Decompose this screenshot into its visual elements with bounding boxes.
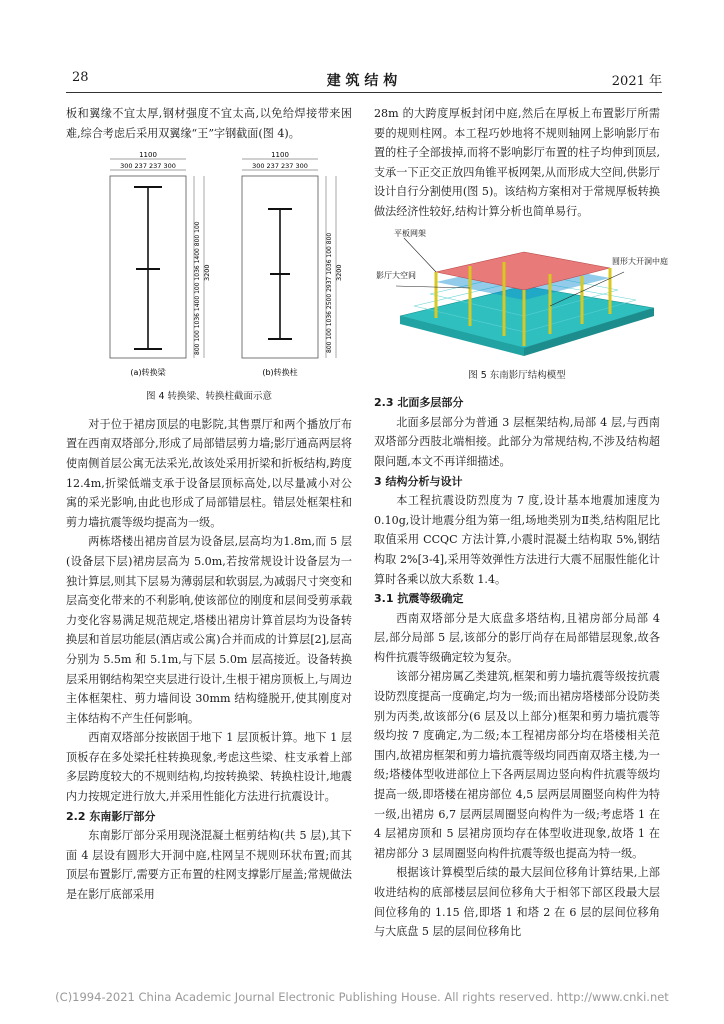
section-heading-3: 3 结构分析与设计 bbox=[374, 474, 463, 488]
section-transfer-column bbox=[242, 159, 336, 358]
section-transfer-beam bbox=[110, 159, 204, 358]
paragraph: 28m 的大跨度厚板封闭中庭,然后在厚板上布置影厅所需要的规则柱网。本工程巧妙地将不规则轴网上影响影厅布置的柱子全部拔掉,而将不影响影厅布置的柱子均伸到顶层,支承一下正交正放四角锥平板网架,从而形成大空间,供影厅设计自行分割使用(图 5)。该结构方案相对于常规厚板转换做法经济性较好,结构计算分析也简单易行。 bbox=[374, 107, 660, 218]
paragraph: 东南影厅部分采用现浇混凝土框剪结构(共 5 层),其下面 4 层设有圆形大开洞中庭,柱网呈不规则环状布置;而其顶层布置影厅,需要方正布置的柱网支撑影厅屋盖;常规做法是在影厅底部采用 bbox=[66, 829, 352, 902]
page-number: 28 bbox=[72, 70, 89, 85]
figure-5 bbox=[374, 228, 668, 364]
paragraph: 该部分裙房属乙类建筑,框架和剪力墙抗震等级按抗震设防烈度提高一度确定,均为一级;而出裙房塔楼部分设防类别为丙类,故该部分(6 层及以上部分)框架和剪力墙抗震等级均按 7 度确定,为二级;本工程裙房部分均在塔楼相关范围内,故裙房框架和剪力墙抗震等级均同西南双塔主楼,为一级;塔楼体型收进部位上下各两层周边竖向构件抗震等级均提高一级,即塔楼在裙房部位 4,5 层两层周圈竖向构件为特一级,出裙房 6,7 层两层周圈竖向构件为一级;考虑塔 1 在 4 层裙房顶和 5 层裙房顶均存在体型收进现象,故塔 1 在裙房部分 3 层周圈竖向构件抗震等级也提高为特一级。 bbox=[374, 670, 660, 860]
paragraph: 本工程抗震设防烈度为 7 度,设计基本地震加速度为 0.10g,设计地震分组为第一组,场地类别为Ⅱ类,结构阻尼比取值采用 CCQC 方法计算,小震时混凝土结构取 5%,钢结构取 2%[3-4],采用等效弹性方法进行大震不屈服性能化计算时各乘以放大系数 1.4。 bbox=[374, 494, 660, 586]
left-column bbox=[66, 104, 352, 905]
figure-4a-label: (a)转换梁 bbox=[130, 368, 166, 378]
dim-height-a: 800 100 1036 1400 100 1036 1400 800 100 bbox=[194, 221, 201, 356]
copyright-footer: (C)1994-2021 China Academic Journal Electronic Publishing House. All rights reserved. http://www.cnki.net bbox=[55, 990, 669, 1004]
figure-5-model bbox=[374, 228, 668, 364]
dim-height-b: 800 100 1036 2500 2937 1036 100 800 bbox=[326, 232, 333, 354]
dim-width-a: 1100 bbox=[139, 151, 157, 160]
paragraph: 对于位于裙房顶层的电影院,其售票厅和两个播放厅布置在西南双塔部分,形成了局部错层剪力墙;影厅通高两层将使南侧首层公寓无法采光,故该处采用折梁和折板结构,跨度 12.4m,折梁低端支承于设备层顶标高处,以尽量减小对公寓的采光影响,由此也形成了局部错层柱。错层处框架柱和剪力墙抗震等级均提高为一级。 bbox=[66, 417, 352, 529]
section-heading-3-1: 3.1 抗震等级确定 bbox=[374, 592, 464, 606]
dim-total-a: 3200 bbox=[203, 264, 211, 282]
journal-title: 建 筑 结 构 bbox=[326, 73, 398, 89]
dim-flange-a: 300 237 237 300 bbox=[120, 162, 176, 171]
figure-4-caption: 图 4 转换梁、转换柱截面示意 bbox=[145, 391, 273, 403]
figure-5-caption: 图 5 东南影厅结构模型 bbox=[468, 369, 566, 381]
dim-flange-b: 300 237 237 300 bbox=[252, 162, 308, 171]
label-cinema-space: 影厅大空间 bbox=[376, 270, 416, 280]
paragraph: 两栋塔楼出裙房首层为设备层,层高均为1.8m,而 5 层(设备层下层)裙房层高为 5.0m,若按常规设计设备层为一独计算层,则其下层易为薄弱层和软弱层,为减弱尺寸突变和层高变化带来的不利影响,使该部位的刚度和层间受剪承载力变化容易满足规范规定,塔楼出裙房计算首层均为设备转换层和首层功能层(酒店或公寓)合并而成的计算层[2],层高分别为 5.5m 和 5.1m,与下层 5.0m 层高接近。设备转换层采用钢结构架空夹层进行设计,生根于裙房顶板上,与周边主体框架柱、剪力墙间设 30mm 结构缝脱开,使其刚度对主体结构不产生任何影响。 bbox=[66, 535, 352, 725]
paragraph: 板和翼缘不宜太厚,钢材强度不宜太高,以免给焊接带来困难,综合考虑后采用双翼缘“王”字钢截面(图 4)。 bbox=[66, 107, 352, 140]
figure-4b-label: (b)转换柱 bbox=[262, 368, 298, 378]
right-column bbox=[374, 104, 668, 942]
figure-4-diagram bbox=[66, 149, 352, 385]
label-atrium: 圆形大开洞中庭 bbox=[612, 256, 668, 266]
header-rule bbox=[66, 92, 662, 93]
figure-4 bbox=[66, 149, 352, 385]
label-plate-grid: 平板网架 bbox=[394, 228, 426, 238]
issue-year: 2021 年 bbox=[611, 74, 662, 89]
dim-width-b: 1100 bbox=[271, 151, 289, 160]
paragraph: 西南双塔部分是大底盘多塔结构,且裙房部分局部 4 层,部分局部 5 层,该部分的影厅尚存在局部错层现象,故各构件抗震等级确定较为复杂。 bbox=[374, 611, 660, 664]
dim-total-b: 3200 bbox=[335, 264, 343, 282]
paragraph: 西南双塔部分按嵌固于地下 1 层顶板计算。地下 1 层顶板存在多处梁托柱转换现象,考虑这些梁、柱支承着上部多层跨度较大的不规则结构,均按转换梁、转换柱设计,地震内力按规定进行放大,并采用性能化方法进行抗震设计。 bbox=[66, 731, 352, 804]
section-heading-2-3: 2.3 北面多层部分 bbox=[374, 396, 464, 410]
section-heading-2-2: 2.2 东南影厅部分 bbox=[66, 809, 156, 823]
paragraph: 北面多层部分为普通 3 层框架结构,局部 4 层,与西南双塔部分西肢北端相接。此部分为常规结构,不涉及结构超限问题,本文不再详细描述。 bbox=[374, 415, 660, 468]
paragraph: 根据该计算模型后续的最大层间位移角计算结果,上部收进结构的底部楼层层间位移角大于相邻下部区段最大层间位移角的 1.15 倍,即塔 1 和塔 2 在 6 层的层间位移角与大底盘 5 层的层间位移角比 bbox=[374, 866, 660, 939]
